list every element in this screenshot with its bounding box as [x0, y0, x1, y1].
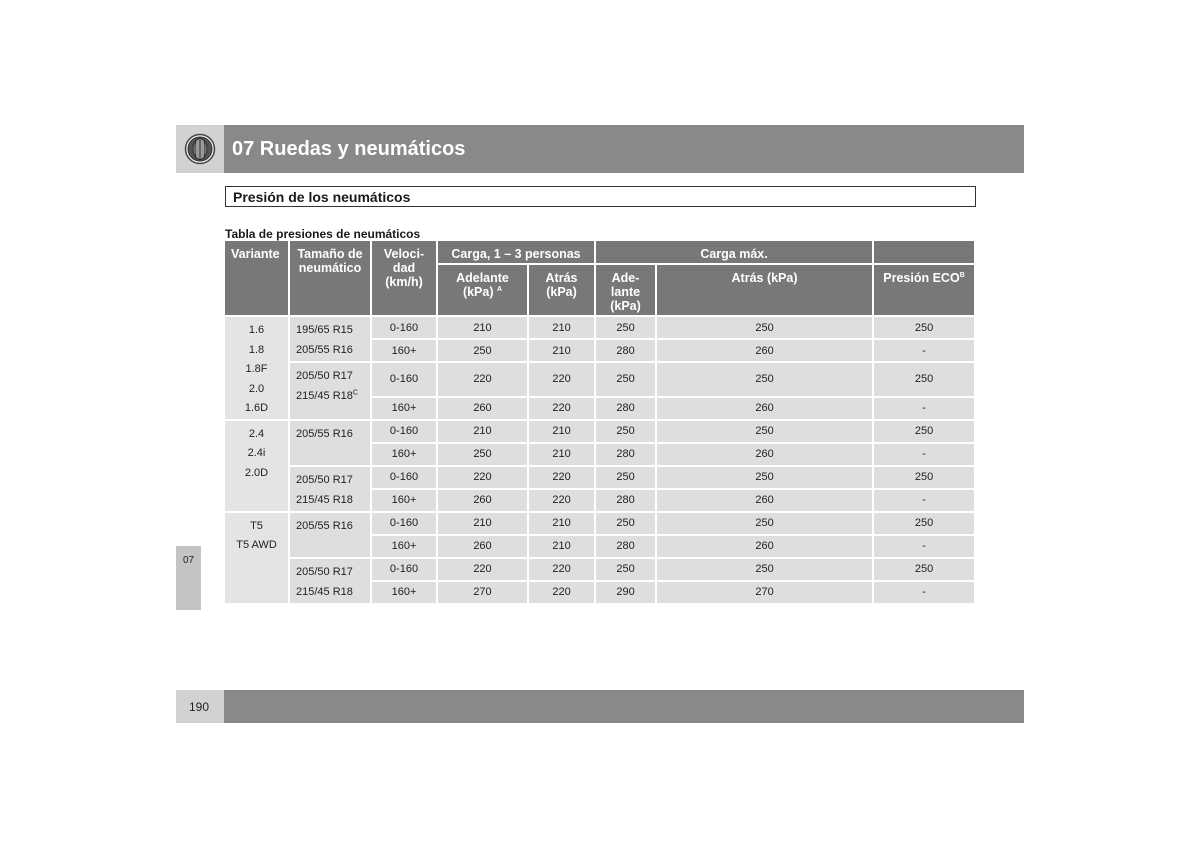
- variant-label: 1.6D: [244, 402, 269, 414]
- cell-front: 260: [438, 536, 529, 559]
- cell-max-front: 280: [596, 536, 657, 559]
- cell-max-rear: 260: [657, 398, 874, 421]
- header-variante: Variante: [225, 241, 290, 317]
- header-adelante-max-line2: lante: [610, 285, 641, 299]
- header-blank: [874, 241, 976, 265]
- cell-rear: 220: [529, 467, 596, 490]
- cell-max-front: 250: [596, 467, 657, 490]
- cell-eco: -: [874, 536, 976, 559]
- cell-eco: 250: [874, 317, 976, 340]
- cell-max-front: 280: [596, 340, 657, 363]
- variant-label: T5: [250, 519, 263, 532]
- cell-max-rear: 260: [657, 536, 874, 559]
- tire-size-label: 205/50 R17: [296, 473, 353, 486]
- tire-size-cell: [290, 467, 372, 513]
- cell-max-rear: 260: [657, 340, 874, 363]
- tire-size-label: 205/50 R17: [296, 370, 353, 382]
- cell-max-rear: 270: [657, 582, 874, 605]
- table-body: [225, 317, 976, 605]
- cell-max-front: 290: [596, 582, 657, 605]
- chapter-side-tab-label: 07: [183, 555, 195, 566]
- tire-icon: [184, 133, 216, 165]
- header-atras-line1: Atrás: [545, 271, 578, 285]
- cell-rear: 220: [529, 559, 596, 582]
- cell-speed: 160+: [372, 490, 438, 513]
- cell-max-front: 250: [596, 421, 657, 444]
- footnote-a: A: [497, 285, 503, 293]
- cell-eco: 250: [874, 467, 976, 490]
- header-adelante-max: [596, 265, 657, 317]
- table-row: [225, 317, 976, 340]
- cell-front: 220: [438, 363, 529, 398]
- cell-front: 220: [438, 559, 529, 582]
- table-caption: Tabla de presiones de neumáticos: [225, 227, 421, 241]
- cell-eco: -: [874, 340, 976, 363]
- header-adelante-line1: Adelante: [456, 271, 509, 285]
- footnote-c: C: [352, 389, 358, 397]
- cell-rear: 210: [529, 536, 596, 559]
- cell-speed: 0-160: [372, 559, 438, 582]
- tire-size-label: 205/55 R16: [296, 519, 353, 532]
- chapter-title: 07 Ruedas y neumáticos: [232, 138, 466, 160]
- cell-rear: 220: [529, 398, 596, 421]
- cell-max-front: 250: [596, 513, 657, 536]
- variant-label: 1.6: [248, 324, 265, 336]
- tire-pressure-table: [225, 241, 976, 605]
- cell-eco: 250: [874, 513, 976, 536]
- variant-label: 2.4: [248, 427, 265, 440]
- cell-front: 260: [438, 490, 529, 513]
- header-tamano-line2: neumático: [298, 261, 362, 275]
- cell-eco: 250: [874, 421, 976, 444]
- header-velocidad-line1: Veloci-: [383, 247, 425, 261]
- table-row: [225, 363, 976, 398]
- footer-bar: [224, 690, 1024, 723]
- tire-size-label: 205/50 R17: [296, 565, 353, 578]
- cell-eco: -: [874, 398, 976, 421]
- header-adelante-line2: (kPa): [462, 285, 494, 299]
- footnote-b: B: [959, 271, 965, 279]
- variant-label: T5 AWD: [236, 539, 277, 551]
- cell-front: 270: [438, 582, 529, 605]
- table-row: [225, 467, 976, 490]
- header-velocidad: [372, 241, 438, 317]
- cell-rear: 220: [529, 490, 596, 513]
- cell-speed: 160+: [372, 398, 438, 421]
- tire-size-cell: [290, 421, 372, 467]
- tire-size-cell: [290, 513, 372, 559]
- cell-front: 250: [438, 340, 529, 363]
- cell-front: 260: [438, 398, 529, 421]
- variant-label: 1.8: [248, 343, 265, 356]
- tire-size-label: 215/45 R18: [296, 585, 353, 598]
- cell-max-rear: 250: [657, 467, 874, 490]
- tire-size-cell: [290, 559, 372, 605]
- header-carga-1-3: Carga, 1 – 3 personas: [438, 241, 596, 265]
- cell-speed: 0-160: [372, 513, 438, 536]
- cell-speed: 160+: [372, 536, 438, 559]
- tire-size-label: 215/45 R18: [296, 390, 353, 402]
- cell-speed: 0-160: [372, 421, 438, 444]
- variant-label: 2.0: [248, 382, 265, 395]
- cell-speed: 160+: [372, 444, 438, 467]
- cell-speed: 160+: [372, 582, 438, 605]
- cell-max-front: 280: [596, 490, 657, 513]
- header-adelante-max-line3: (kPa): [610, 299, 641, 313]
- cell-max-front: 250: [596, 317, 657, 340]
- cell-eco: -: [874, 490, 976, 513]
- tire-size-cell: [290, 317, 372, 363]
- cell-max-front: 280: [596, 398, 657, 421]
- cell-max-rear: 250: [657, 421, 874, 444]
- cell-eco: -: [874, 582, 976, 605]
- header-carga-max: Carga máx.: [596, 241, 874, 265]
- cell-front: 220: [438, 467, 529, 490]
- tire-size-label: 195/65 R15: [296, 324, 353, 336]
- header-eco: [874, 265, 976, 317]
- cell-eco: 250: [874, 559, 976, 582]
- cell-rear: 220: [529, 363, 596, 398]
- tire-size-cell: [290, 363, 372, 421]
- chapter-icon-box: [176, 125, 224, 173]
- header-atras-line2: (kPa): [546, 285, 577, 299]
- cell-max-front: 280: [596, 444, 657, 467]
- cell-rear: 210: [529, 444, 596, 467]
- header-velocidad-line2: dad: [392, 261, 416, 275]
- cell-front: 210: [438, 513, 529, 536]
- cell-speed: 0-160: [372, 363, 438, 398]
- cell-rear: 210: [529, 421, 596, 444]
- variant-label: 2.0D: [244, 466, 269, 479]
- header-adelante-max-line1: Ade-: [611, 271, 640, 285]
- cell-speed: 160+: [372, 340, 438, 363]
- tire-size-label: 215/45 R18: [296, 493, 353, 506]
- table-row: [225, 559, 976, 582]
- cell-max-rear: 260: [657, 490, 874, 513]
- variant-label: 2.4i: [247, 447, 266, 459]
- variant-cell: [225, 317, 290, 421]
- cell-max-front: 250: [596, 363, 657, 398]
- section-title: Presión de los neumáticos: [233, 189, 411, 205]
- cell-rear: 210: [529, 513, 596, 536]
- cell-rear: 210: [529, 317, 596, 340]
- header-adelante: [438, 265, 529, 317]
- cell-front: 210: [438, 317, 529, 340]
- variant-label: 1.8F: [245, 363, 268, 375]
- variant-cell: [225, 421, 290, 513]
- cell-rear: 220: [529, 582, 596, 605]
- header-tamano-line1: Tamaño de: [297, 247, 363, 261]
- header-velocidad-line3: (km/h): [385, 275, 423, 289]
- cell-max-rear: 250: [657, 513, 874, 536]
- header-tamano: [290, 241, 372, 317]
- table-row: [225, 513, 976, 536]
- header-eco-label: Presión ECO: [883, 271, 960, 285]
- cell-max-front: 250: [596, 559, 657, 582]
- cell-max-rear: 260: [657, 444, 874, 467]
- variant-cell: [225, 513, 290, 605]
- tire-size-label: 205/55 R16: [296, 344, 353, 356]
- header-atras-max: Atrás (kPa): [657, 265, 874, 317]
- cell-max-rear: 250: [657, 363, 874, 398]
- cell-eco: -: [874, 444, 976, 467]
- cell-max-rear: 250: [657, 559, 874, 582]
- cell-eco: 250: [874, 363, 976, 398]
- cell-rear: 210: [529, 340, 596, 363]
- cell-front: 210: [438, 421, 529, 444]
- page-number: 190: [189, 700, 210, 714]
- cell-speed: 0-160: [372, 467, 438, 490]
- tire-size-label: 205/55 R16: [296, 427, 353, 440]
- cell-speed: 0-160: [372, 317, 438, 340]
- cell-front: 250: [438, 444, 529, 467]
- header-atras: [529, 265, 596, 317]
- table-row: [225, 421, 976, 444]
- cell-max-rear: 250: [657, 317, 874, 340]
